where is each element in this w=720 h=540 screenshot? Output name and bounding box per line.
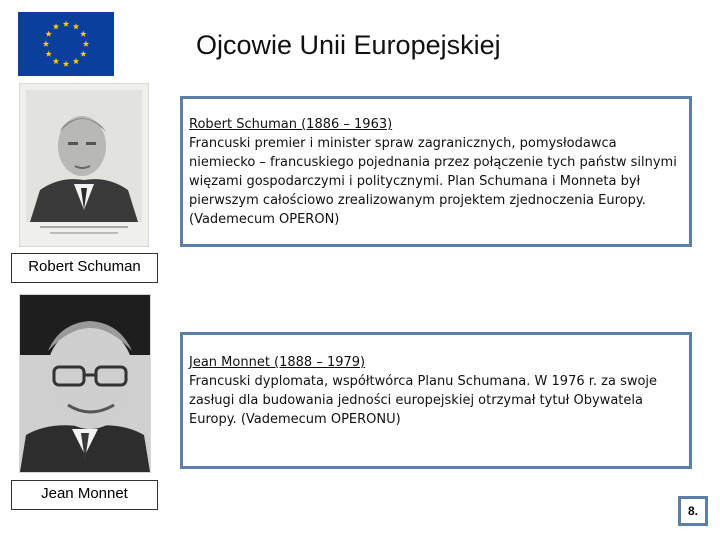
jean-monnet-name-label: Jean Monnet [11,480,158,510]
page-title: Ojcowie Unii Europejskiej [196,30,501,60]
jean-monnet-bio-box [180,332,692,469]
jean-monnet-bio-text: Francuski dyplomata, współtwórca Planu Schumana. W 1976 r. za swoje zasługi dla budowania jedności europejskiej otrzymał tytuł Obywatela Europy. (Vademecum OPERONU) [189,374,658,427]
robert-schuman-photo [19,83,149,247]
robert-schuman-name-label: Robert Schuman [11,253,158,283]
jean-monnet-bio-heading: Jean Monnet (1888 – 1979) [189,355,366,370]
eu-flag-icon [18,12,114,76]
robert-schuman-bio-heading: Robert Schuman (1886 – 1963) [189,117,393,132]
robert-schuman-bio-text: Francuski premier i minister spraw zagranicznych, pomysłodawca niemiecko – francuskiego pojednania przez połączenie tych państw silnymi więzami gospodarczymi i politycznymi. Plan Schumana i Monneta był pierwszym całościowo zrealizowanym projektem zjednoczenia Europy. (Vademecum OPERON) [189,136,677,227]
robert-schuman-bio-box [180,96,692,247]
page-number: 8. [678,496,708,526]
jean-monnet-photo [19,294,151,473]
